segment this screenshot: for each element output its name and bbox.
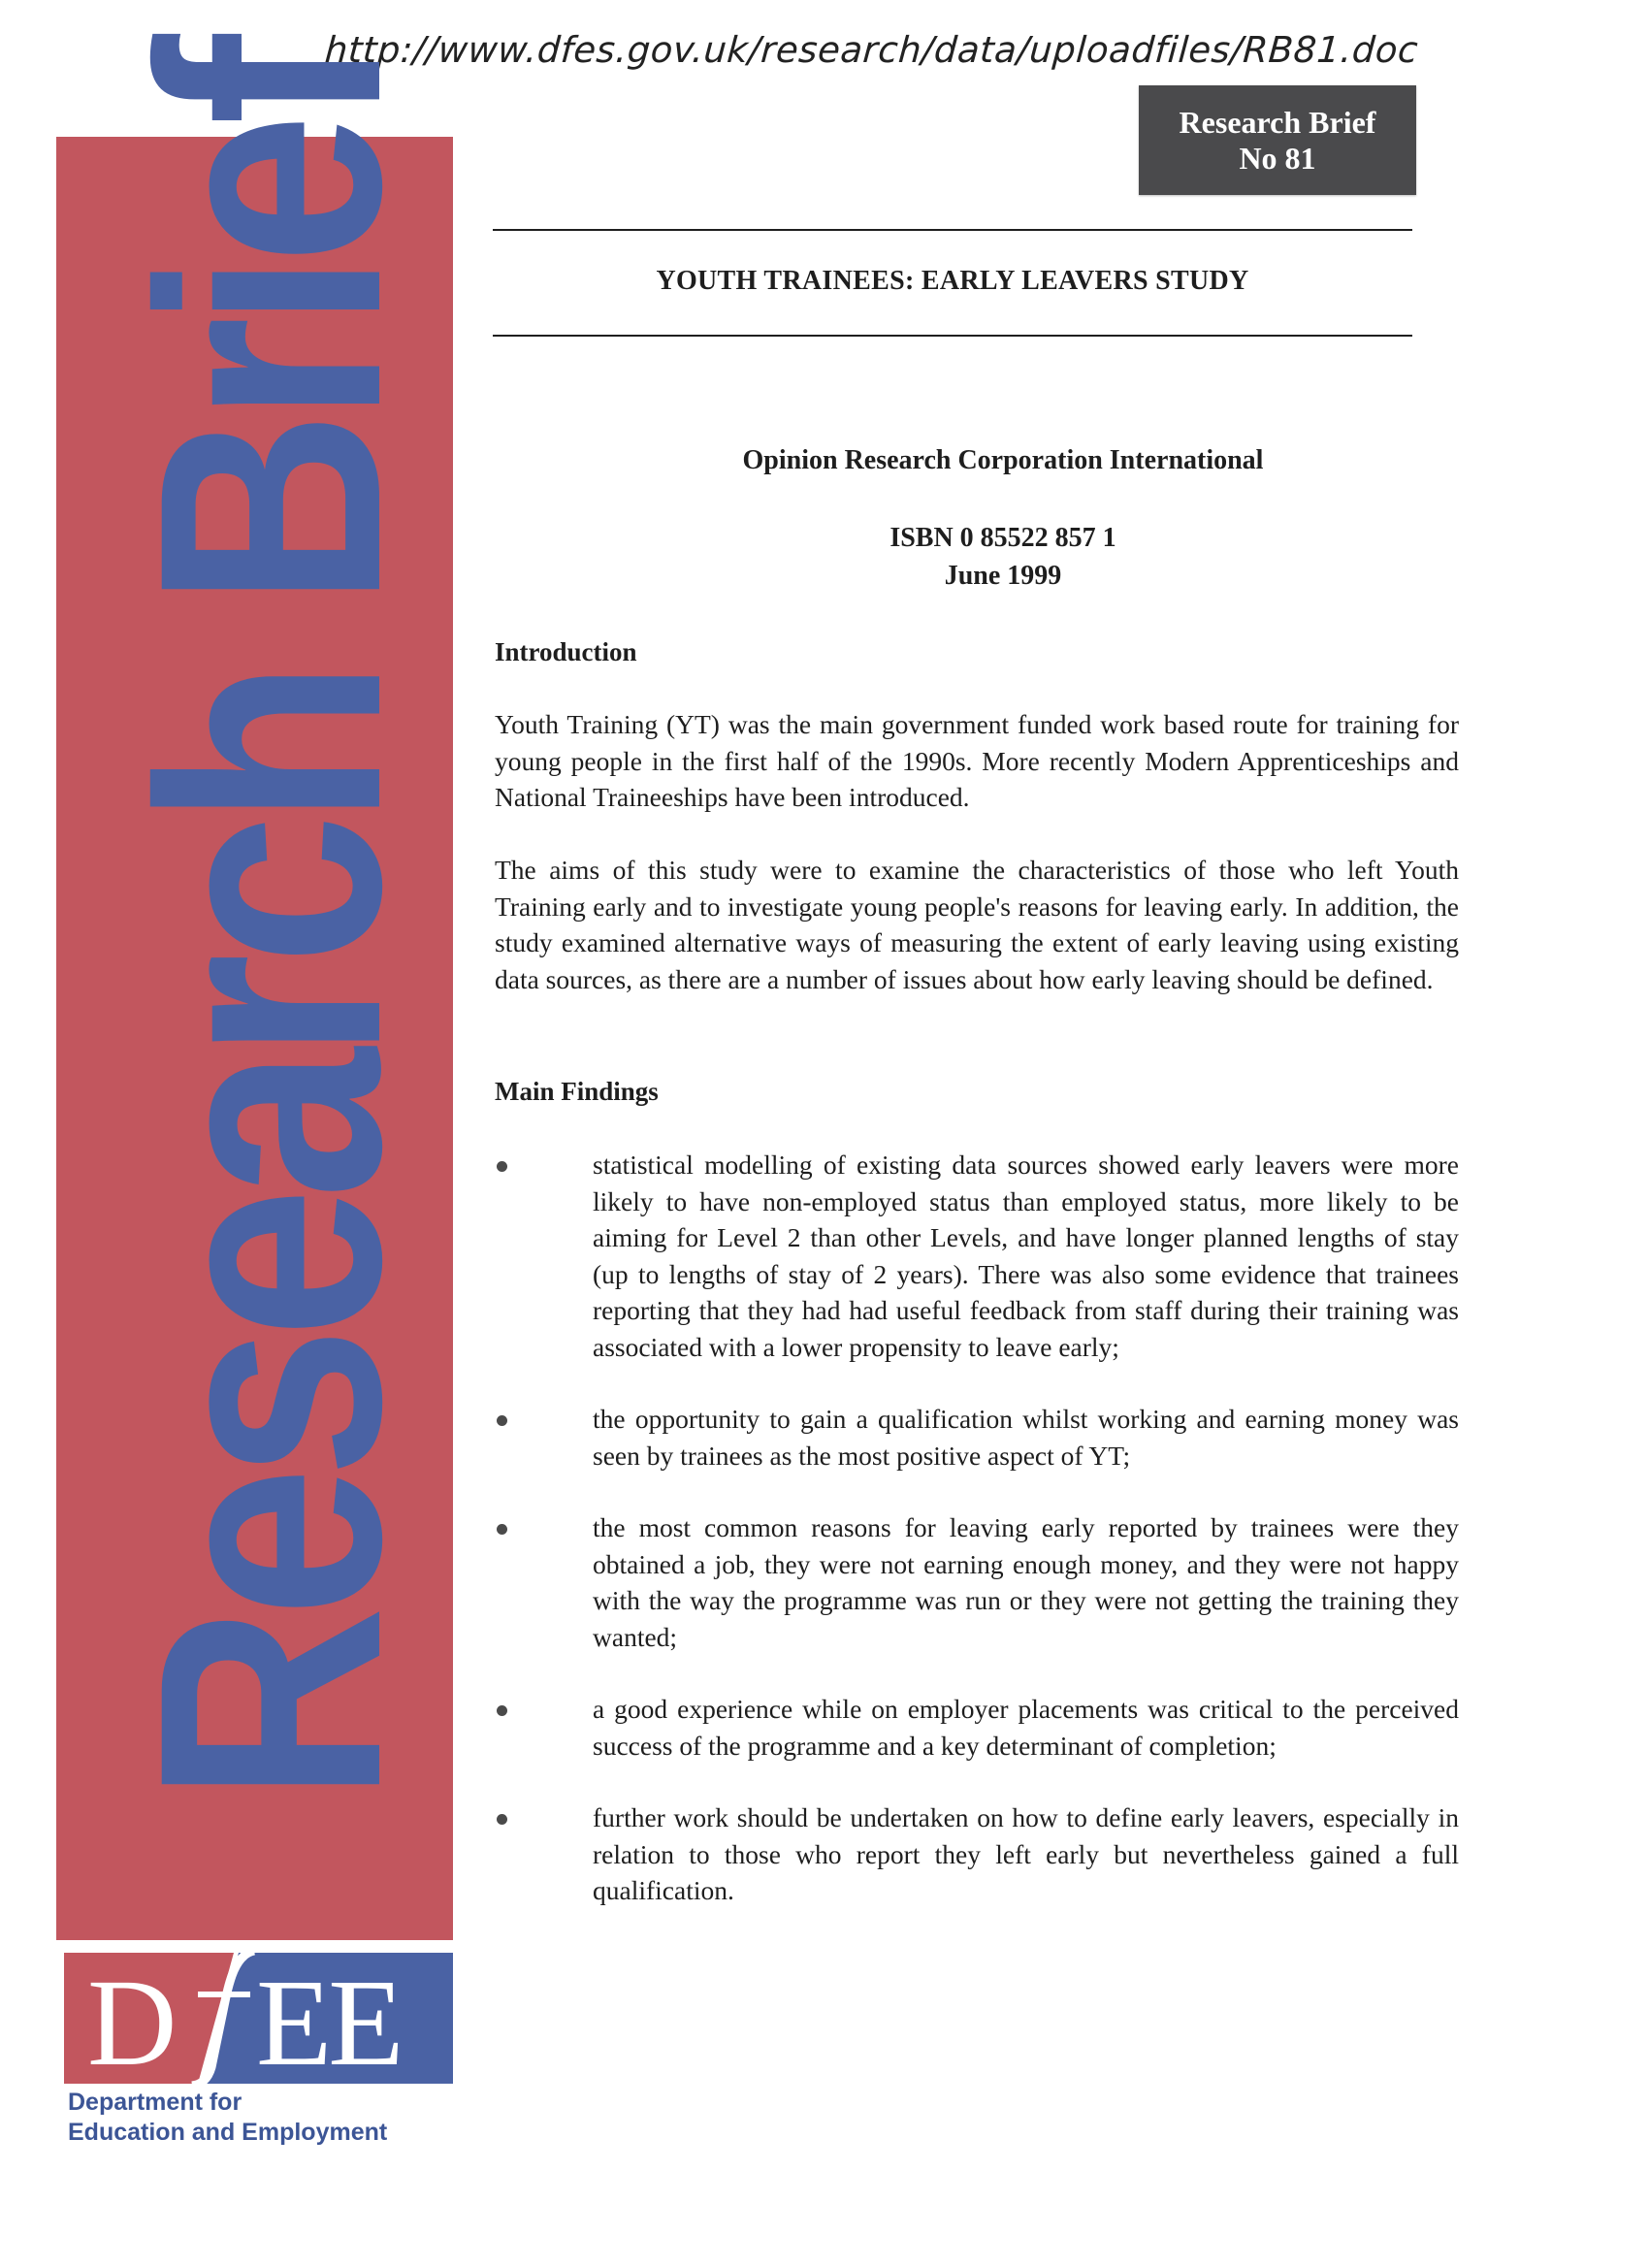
finding-text: the opportunity to gain a qualification whilst working and earning money was seen by trainees as the most positive aspect of YT; (593, 1404, 1459, 1471)
department-name-line1: Department for (68, 2089, 242, 2116)
isbn: ISBN 0 85522 857 1 (889, 523, 1116, 553)
introduction-paragraph-1: Youth Training (YT) was the main government funded work based route for training for young people in the first half of the 1990s. More recently Modern Apprenticeships and National Traineeships have been introduced. (495, 709, 1459, 812)
introduction-heading: Introduction (495, 637, 637, 666)
introduction-paragraph-2: The aims of this study were to examine the characteristics of those who left Youth Training early and to investigate young people's reasons for leaving early. In addition, the study examined alternative ways of measuring the extent of early leaving using existing data sources, as there are a number of issues about how early leaving should be defined. (495, 855, 1459, 994)
bullet-icon (497, 1415, 507, 1426)
finding-item (493, 1691, 1459, 1764)
finding-text: further work should be undertaken on how to define early leavers, especially in relation to those who report they left early but nevertheless gained a full qualification. (593, 1802, 1459, 1905)
finding-item (493, 1401, 1459, 1474)
main-findings-heading: Main Findings (495, 1077, 659, 1106)
document-title: YOUTH TRAINEES: EARLY LEAVERS STUDY (656, 266, 1249, 296)
dfee-logo (64, 1953, 453, 2084)
badge-number: No 81 (1239, 140, 1316, 176)
bullet-icon (497, 1161, 507, 1172)
bullet-icon (497, 1814, 507, 1825)
main-findings-list (493, 1147, 1459, 1945)
finding-item (493, 1799, 1459, 1909)
title-rule-bottom (493, 335, 1412, 337)
banner-vertical-title (93, 46, 447, 1802)
finding-item (493, 1509, 1459, 1655)
logo-letter-d: D (87, 1954, 178, 2084)
handwritten-url-annotation: http://www.dfes.gov.uk/research/data/uploadfiles/RB81.doc (323, 29, 1420, 71)
publication-date: June 1999 (944, 561, 1062, 591)
bullet-icon (497, 1524, 507, 1535)
title-rule-top (493, 229, 1412, 231)
badge-title: Research Brief (1179, 104, 1376, 140)
department-name-line2: Education and Employment (68, 2119, 388, 2146)
research-brief-badge (1139, 85, 1416, 195)
banner-title-text: Research Brief (93, 46, 447, 1802)
bullet-icon (497, 1705, 507, 1716)
finding-text: a good experience while on employer placements was critical to the perceived success of the programme and a key determinant of completion; (593, 1694, 1459, 1761)
dfee-logo-graphic (64, 1953, 453, 2084)
department-name (68, 2088, 387, 2148)
logo-letters-ee: EE (256, 1954, 401, 2084)
author-organisation: Opinion Research Corporation International (742, 445, 1264, 475)
finding-item (493, 1147, 1459, 1365)
finding-text: statistical modelling of existing data sources showed early leavers were more likely to have non-employed status than employed status, more likely to be aiming for Level 2 than other Levels, and have longer planned lengths of stay (up to lengths of stay of 2 years). There was also some evidence that trainees reporting that they had had useful feedback from staff during their training was associated with a lower propensity to leave early; (593, 1150, 1459, 1362)
finding-text: the most common reasons for leaving early reported by trainees were they obtained a job, they were not earning enough money, and they were not happy with the way the programme was run or they were not getting the training they wanted; (593, 1512, 1459, 1652)
